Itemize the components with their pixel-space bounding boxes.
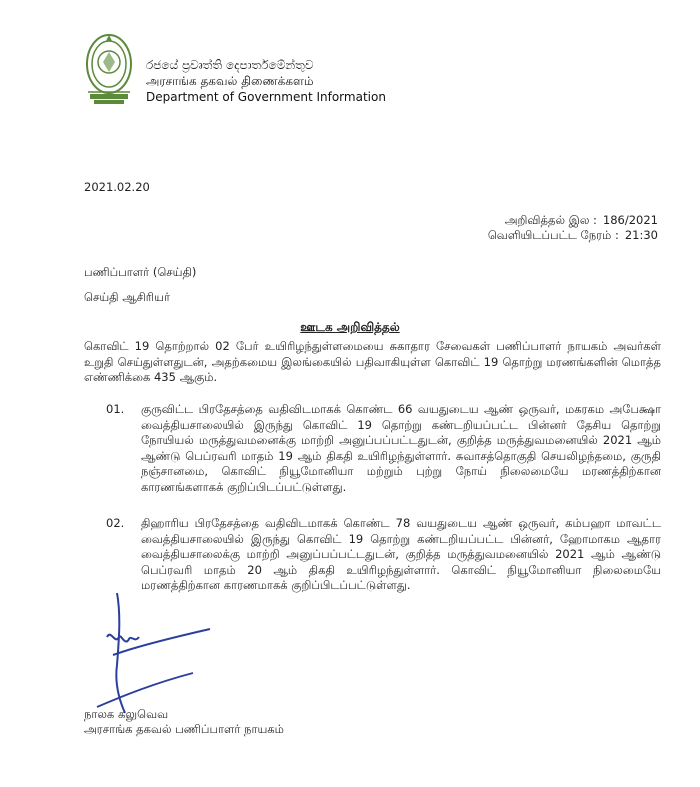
notice-reference	[488, 213, 658, 243]
recipient-director: பணிப்பாளர் (செய்தி)	[84, 265, 197, 279]
item-text: குருவிட்ட பிரதேசத்தை வதிவிடமாகக் கொண்ட 66 வயதுடைய ஆண் ஒருவர், மகரகம அபேக்ஷா வைத்தியசாலையில் இருந்து கொவிட் 19 தொற்று கண்டறியப்பட்ட பின்னர் தேசிய தொற்று நோயியல் மருத்துவமனைக்கு மாற்றி அனுப்பப்பட்டதுடன், குறித்த மருத்துவமனையில் 2021 ஆம் ஆண்டு பெப்ரவரி மாதம் 19 ஆம் திகதி உயிரிழந்துள்ளார். சுவாசத்தொகுதி செயலிழந்தமை, குருதி நஞ்சானமை, கொவிட் நியூமோனியா மற்றும் புற்று நோய் நிலைமையே மரணத்திற்கான காரணங்களாகக் குறிப்பிடப்பட்டுள்ளது.	[141, 402, 661, 494]
government-emblem	[84, 32, 134, 108]
page-title: ஊடக அறிவித்தல்	[300, 320, 400, 334]
document-date: 2021.02.20	[84, 180, 150, 194]
item-text: திஹாரிய பிரதேசத்தை வதிவிடமாகக் கொண்ட 78 வயதுடைய ஆண் ஒருவர், கம்பஹா மாவட்ட வைத்தியசாலையில் இருந்து கொவிட் 19 தொற்று கண்டறியப்பட்ட பின்னர், ஹோமாகம ஆதார வைத்தியசாலைக்கு மாற்றி அனுப்பப்பட்டதுடன், குறித்த மருத்துவமனையில் 2021 ஆம் ஆண்டு பெப்ரவரி மாதம் 20 ஆம் திகதி உயிரிழந்துள்ளார். கொவிட் நியூமோனியா நிலைமையே மரணத்திற்கான காரணமாகக் குறிப்பிடப்பட்டுள்ளது.	[141, 516, 661, 592]
item-number: 01.	[106, 402, 125, 416]
signatory-designation: அரசாங்க தகவல் பணிப்பாளர் நாயகம்	[84, 722, 284, 736]
dept-name-english: Department of Government Information	[146, 90, 386, 104]
signatory-name: நாலக கலுவெவ	[84, 707, 169, 721]
time-label: வெளியிடப்பட்ட நேரம் :	[487, 228, 619, 242]
recipient-editor: செய்தி ஆசிரியர்	[84, 290, 170, 304]
notice-number: 186/2021	[602, 213, 658, 227]
time-value: 21:30	[624, 228, 658, 242]
item-number: 02.	[106, 516, 125, 530]
intro-paragraph: கொவிட் 19 தொற்றால் 02 பேர் உயிரிழந்துள்ளமையை சுகாதார சேவைகள் பணிப்பாளர் நாயகம் அவர்கள் உறுதி செய்துள்ளதுடன், அதற்கமைய இலங்கையில் பதிவாகியுள்ள கொவிட் 19 தொற்று மரணங்களின் மொத்த எண்ணிக்கை 435 ஆகும்.	[84, 339, 661, 384]
notice-label: அறிவித்தல் இல :	[504, 213, 597, 227]
dept-name-tamil: அரசாங்க தகவல் திணைக்களம்	[146, 74, 314, 88]
handwritten-signature	[95, 585, 225, 715]
dept-name-sinhala: රජයේ ප්‍රවෘත්ති දෙපාර්තමේන්තුව	[146, 58, 314, 72]
